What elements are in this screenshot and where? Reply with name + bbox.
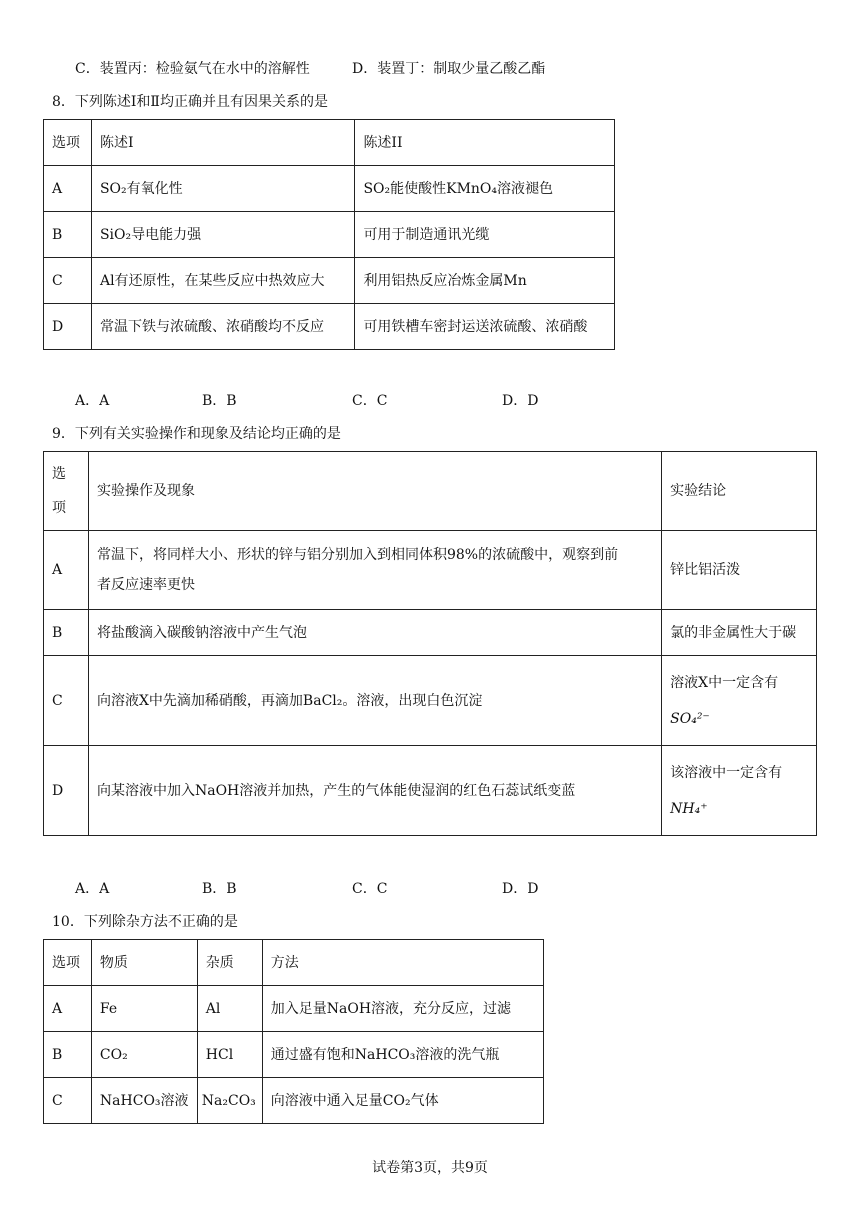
q8-table xyxy=(43,119,615,350)
operation-line1: 常温下，将同样大小、形状的锌与铝分别加入到相同体积98%的浓硫酸中，观察到前 xyxy=(96,547,619,563)
q8-stem: 8．下列陈述Ⅰ和Ⅱ均正确并且有因果关系的是 xyxy=(52,94,328,110)
q9-choice-a: A．A xyxy=(75,881,110,897)
header-option-line1: 选 xyxy=(52,466,66,482)
statement1-cell: 常温下铁与浓硫酸、浓硝酸均不反应 xyxy=(91,304,354,350)
table-row xyxy=(44,304,615,350)
option-cell: C xyxy=(44,258,92,304)
method-cell: 加入足量NaOH溶液，充分反应，过滤 xyxy=(262,986,543,1032)
substance-cell: NaHCO₃溶液 xyxy=(91,1078,197,1124)
conclusion-formula: SO₄²⁻ xyxy=(670,710,710,727)
statement1-cell: Al有还原性，在某些反应中热效应大 xyxy=(91,258,354,304)
option-cell: B xyxy=(44,610,89,656)
header-cell: 选项 xyxy=(44,120,92,166)
table-row xyxy=(44,1032,544,1078)
option-cell: D xyxy=(44,746,89,836)
q9-choice-d: D．D xyxy=(502,881,539,897)
q7-option-c: C．装置丙：检验氨气在水中的溶解性 xyxy=(75,61,310,77)
conclusion-line1: 溶液X中一定含有 xyxy=(670,674,779,691)
option-cell: C xyxy=(44,1078,92,1124)
header-cell: 物质 xyxy=(91,940,197,986)
conclusion-cell: 氯的非金属性大于碳 xyxy=(662,610,817,656)
header-conclusion-cell: 实验结论 xyxy=(662,452,817,531)
table-row xyxy=(44,258,615,304)
q10-stem: 10．下列除杂方法不正确的是 xyxy=(52,914,238,930)
q8-choice-a: A．A xyxy=(75,393,110,409)
statement2-cell: 可用铁槽车密封运送浓硫酸、浓硝酸 xyxy=(355,304,615,350)
operation-cell: 向某溶液中加入NaOH溶液并加热，产生的气体能使湿润的红色石蕊试纸变蓝 xyxy=(88,746,661,836)
table-header-row xyxy=(44,940,544,986)
table-row xyxy=(44,212,615,258)
q8-choice-d: D．D xyxy=(502,393,539,409)
q8-choice-c: C．C xyxy=(352,393,388,409)
operation-cell xyxy=(88,531,661,610)
header-cell: 选项 xyxy=(44,940,92,986)
header-option-line2: 项 xyxy=(52,500,66,516)
method-cell: 通过盛有饱和NaHCO₃溶液的洗气瓶 xyxy=(262,1032,543,1078)
header-option-cell xyxy=(44,452,89,531)
q8-choice-b: B．B xyxy=(202,393,237,409)
substance-cell: CO₂ xyxy=(91,1032,197,1078)
operation-cell: 向溶液X中先滴加稀硝酸，再滴加BaCl₂。溶液，出现白色沉淀 xyxy=(88,656,661,746)
statement1-cell: SO₂有氧化性 xyxy=(91,166,354,212)
table-row xyxy=(44,166,615,212)
option-cell: B xyxy=(44,212,92,258)
impurity-cell: Na₂CO₃ xyxy=(197,1078,262,1124)
q7-option-d: D．装置丁：制取少量乙酸乙酯 xyxy=(352,61,546,77)
table-row xyxy=(44,986,544,1032)
option-cell: A xyxy=(44,986,92,1032)
table-row xyxy=(44,656,817,746)
q9-table xyxy=(43,451,817,836)
conclusion-cell xyxy=(662,746,817,836)
header-cell: 陈述II xyxy=(355,120,615,166)
page-footer: 试卷第3页，共9页 xyxy=(372,1160,488,1176)
conclusion-formula: NH₄⁺ xyxy=(670,800,708,817)
header-cell: 陈述I xyxy=(91,120,354,166)
option-cell: C xyxy=(44,656,89,746)
impurity-cell: Al xyxy=(197,986,262,1032)
header-cell: 方法 xyxy=(262,940,543,986)
statement2-cell: 可用于制造通讯光缆 xyxy=(355,212,615,258)
substance-cell: Fe xyxy=(91,986,197,1032)
table-row xyxy=(44,1078,544,1124)
header-operation-cell: 实验操作及现象 xyxy=(88,452,661,531)
q10-table xyxy=(43,939,544,1124)
option-cell: B xyxy=(44,1032,92,1078)
operation-line2: 者反应速率更快 xyxy=(96,577,195,593)
option-cell: D xyxy=(44,304,92,350)
conclusion-cell xyxy=(662,656,817,746)
statement1-cell: SiO₂导电能力强 xyxy=(91,212,354,258)
conclusion-cell: 锌比铝活泼 xyxy=(662,531,817,610)
q9-choice-b: B．B xyxy=(202,881,237,897)
impurity-cell: HCl xyxy=(197,1032,262,1078)
conclusion-line1: 该溶液中一定含有 xyxy=(670,764,783,781)
table-row xyxy=(44,610,817,656)
table-row xyxy=(44,746,817,836)
q9-choice-c: C．C xyxy=(352,881,388,897)
option-cell: A xyxy=(44,531,89,610)
table-row xyxy=(44,531,817,610)
table-header-row xyxy=(44,452,817,531)
option-cell: A xyxy=(44,166,92,212)
table-header-row xyxy=(44,120,615,166)
statement2-cell: 利用铝热反应冶炼金属Mn xyxy=(355,258,615,304)
statement2-cell: SO₂能使酸性KMnO₄溶液褪色 xyxy=(355,166,615,212)
operation-cell: 将盐酸滴入碳酸钠溶液中产生气泡 xyxy=(88,610,661,656)
method-cell: 向溶液中通入足量CO₂气体 xyxy=(262,1078,543,1124)
header-cell: 杂质 xyxy=(197,940,262,986)
q9-stem: 9．下列有关实验操作和现象及结论均正确的是 xyxy=(52,426,341,442)
